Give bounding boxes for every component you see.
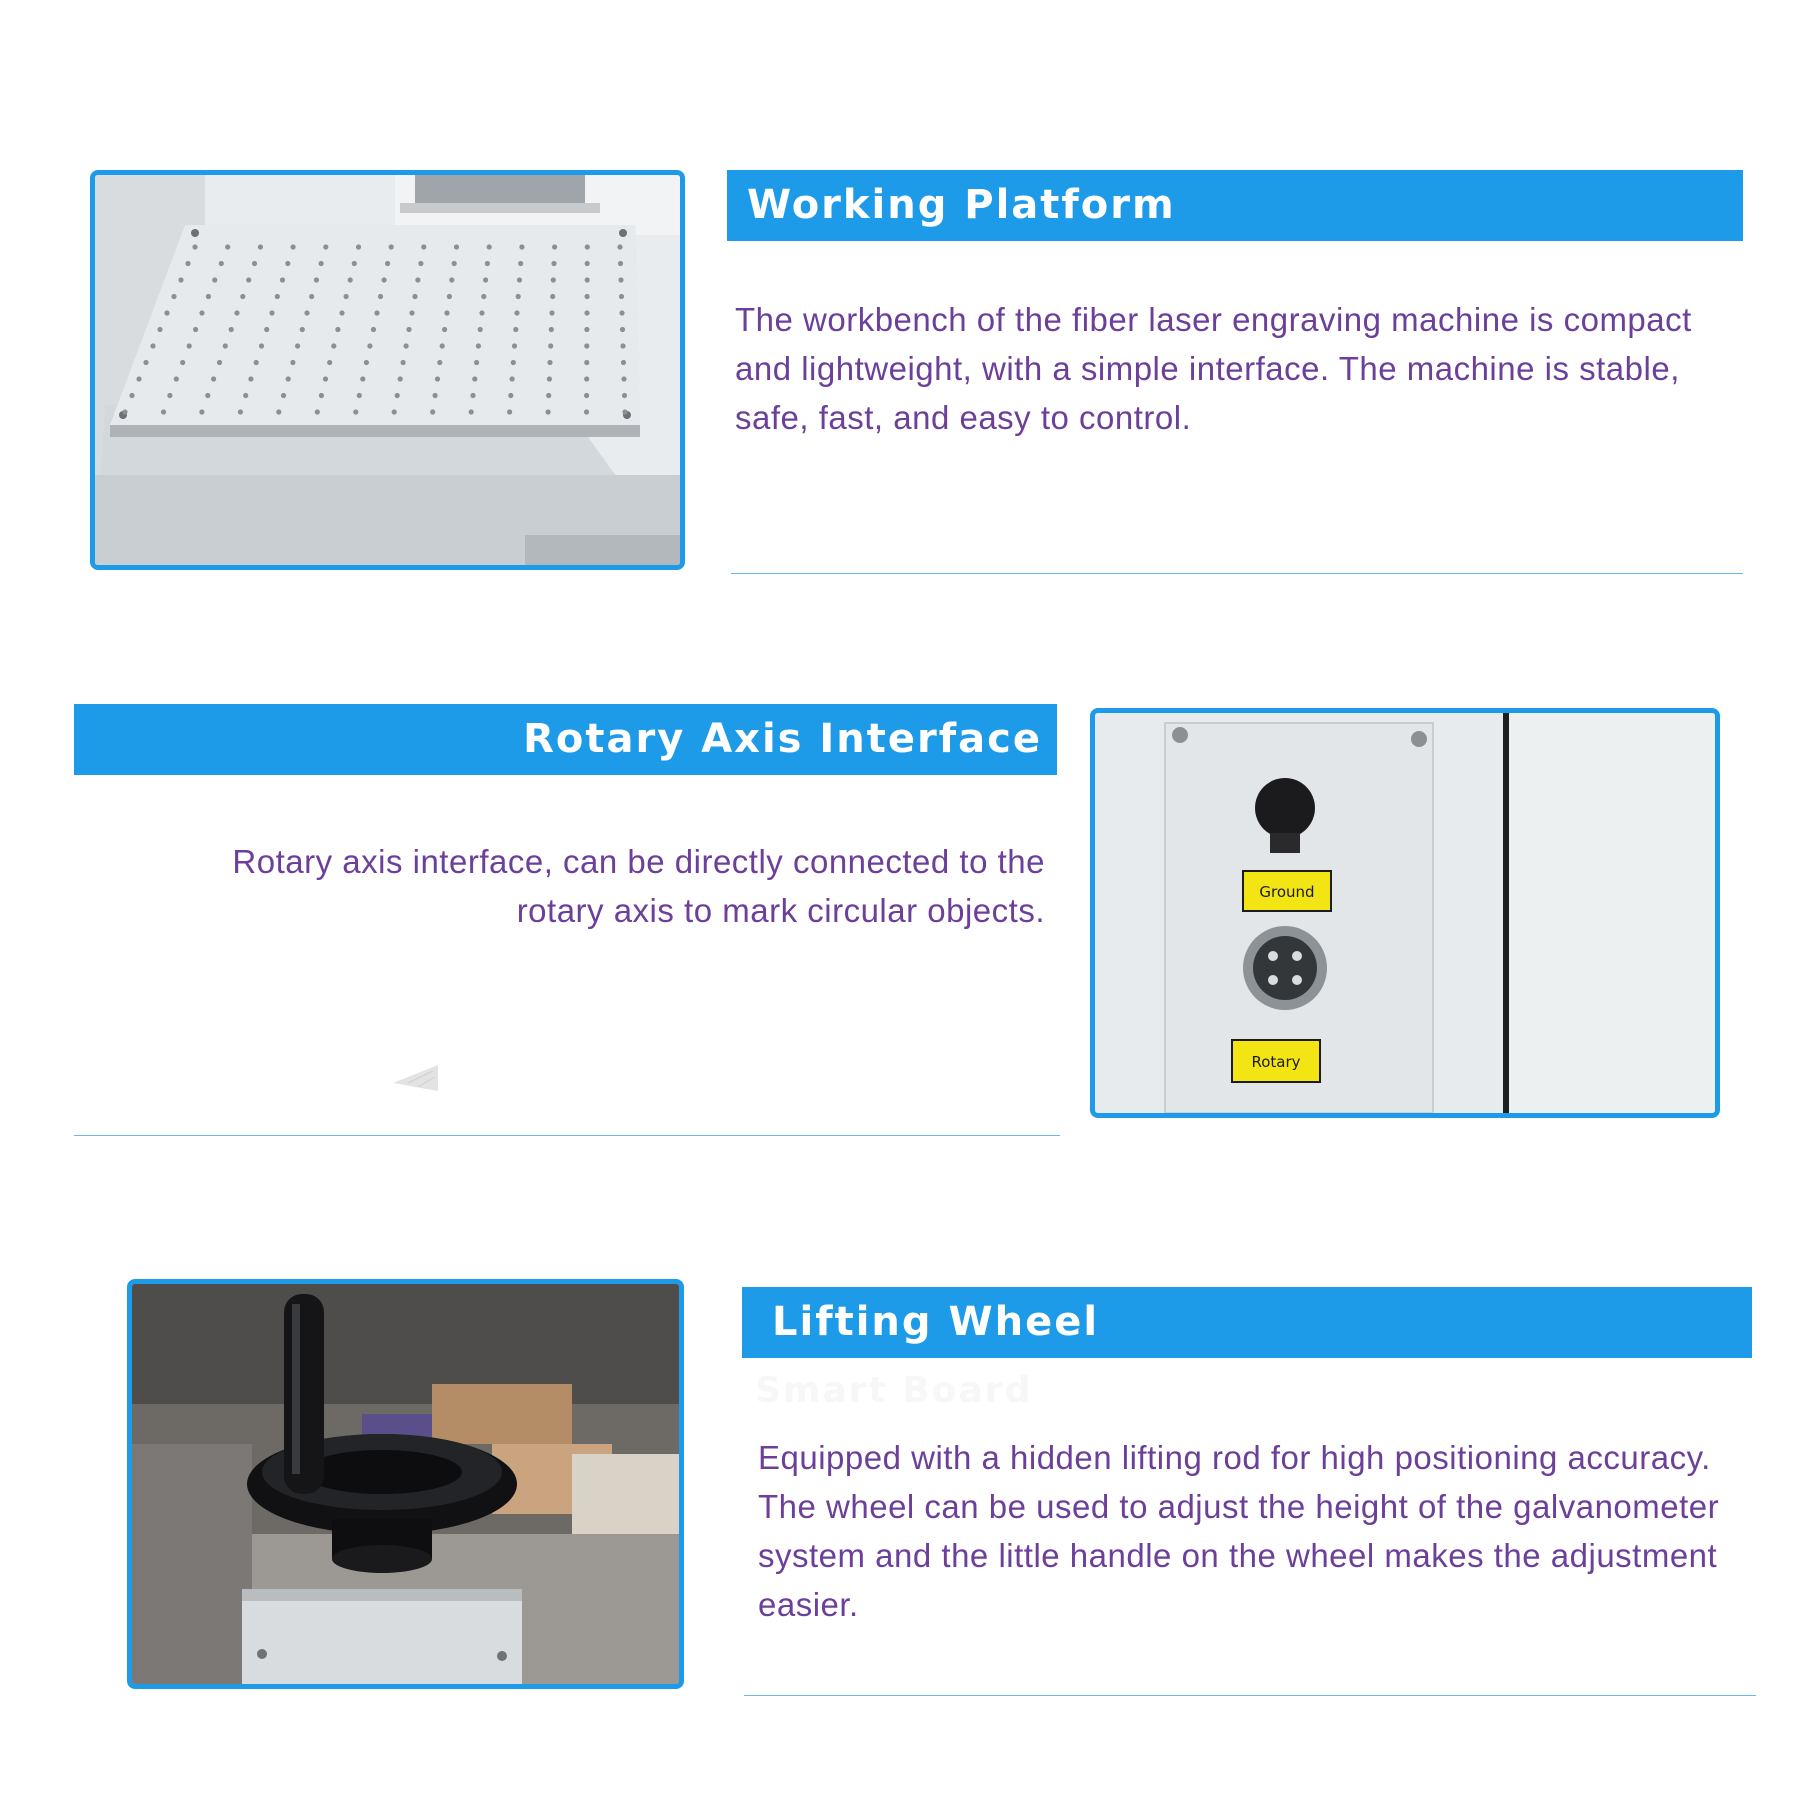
perforation-hole <box>129 393 134 398</box>
perforation-hole <box>618 261 623 266</box>
perforation-hole <box>618 277 623 282</box>
perforation-hole <box>150 343 155 348</box>
perforation-hole <box>199 310 204 315</box>
perforation-hole <box>339 310 344 315</box>
perforation-hole <box>314 277 319 282</box>
perforation-hole <box>508 393 513 398</box>
perforation-hole <box>164 310 169 315</box>
working-platform-photo <box>90 170 685 570</box>
perforation-hole <box>304 310 309 315</box>
perforation-hole <box>331 343 336 348</box>
perforation-hole <box>395 393 400 398</box>
perforation-hole <box>440 343 445 348</box>
perforation-hole <box>444 310 449 315</box>
perforation-hole <box>452 261 457 266</box>
perforation-hole <box>415 277 420 282</box>
perforation-hole <box>193 327 198 332</box>
perforation-hole <box>409 310 414 315</box>
lifting-wheel-description: Equipped with a hidden lifting rod for high positioning accuracy. The wheel can be used to adjust the height of the galvanometer system and the little handle on the wheel makes the adjustment easier. <box>758 1439 1720 1623</box>
small-arrow-icon <box>393 1063 443 1093</box>
perforation-hole <box>547 376 552 381</box>
perforation-hole <box>161 409 166 414</box>
perforation-hole <box>584 360 589 365</box>
perforation-hole <box>178 277 183 282</box>
working-platform-divider <box>731 573 1743 574</box>
perforation-hole <box>180 360 185 365</box>
perforation-hole <box>512 343 517 348</box>
perforation-hole <box>551 277 556 282</box>
perforation-hole <box>174 376 179 381</box>
perforation-hole <box>223 343 228 348</box>
perforation-hole <box>454 244 459 249</box>
perforation-hole <box>367 343 372 348</box>
perforation-hole <box>319 393 324 398</box>
perforation-hole <box>378 294 383 299</box>
perforation-hole <box>167 393 172 398</box>
perforation-hole <box>238 409 243 414</box>
hand-wheel-image <box>132 1284 679 1684</box>
perforation-hole <box>510 376 515 381</box>
perforation-hole <box>406 327 411 332</box>
perforation-hole <box>621 360 626 365</box>
perforation-hole <box>353 409 358 414</box>
perforation-hole <box>315 409 320 414</box>
perforation-hole <box>585 294 590 299</box>
perforation-hole <box>264 327 269 332</box>
perforation-hole <box>254 360 259 365</box>
perforation-hole <box>404 343 409 348</box>
perforation-hole <box>364 360 369 365</box>
perforation-hole <box>511 360 516 365</box>
perforation-hole <box>549 310 554 315</box>
perforation-hole <box>435 376 440 381</box>
perforation-hole <box>206 294 211 299</box>
perforation-hole <box>259 343 264 348</box>
perforation-hole <box>280 277 285 282</box>
perforation-hole <box>620 327 625 332</box>
perforation-hole <box>483 277 488 282</box>
perforation-hole <box>584 310 589 315</box>
perforation-hole <box>225 244 230 249</box>
perforation-hole <box>550 294 555 299</box>
rotary-axis-divider <box>74 1135 1060 1136</box>
working-platform-description: The workbench of the fiber laser engraving machine is compact and lightweight, with a simple interface. The machine is stable, safe, fast, and easy to control. <box>735 301 1692 436</box>
perforation-hole <box>584 409 589 414</box>
perforation-hole <box>617 244 622 249</box>
perforation-hole <box>276 409 281 414</box>
perforation-hole <box>412 294 417 299</box>
perforation-hole <box>619 310 624 315</box>
perforation-hole <box>248 376 253 381</box>
perforation-hole <box>485 261 490 266</box>
perforation-hole <box>584 393 589 398</box>
perforation-hole <box>335 327 340 332</box>
perforation-hole <box>286 376 291 381</box>
perforation-hole <box>219 261 224 266</box>
perforated-workbench-image <box>95 175 680 565</box>
perforation-hole <box>546 409 551 414</box>
perforation-hole <box>323 376 328 381</box>
perforation-hole <box>371 327 376 332</box>
perforation-hole <box>243 393 248 398</box>
ghost-smart-board-text: Smart Board <box>755 1370 1033 1411</box>
perforation-hole <box>474 360 479 365</box>
lifting-wheel-photo <box>127 1279 684 1689</box>
perforation-hole <box>212 277 217 282</box>
perforation-hole <box>187 343 192 348</box>
perforation-hole <box>622 393 627 398</box>
rotary-axis-description: Rotary axis interface, can be directly connected to the rotary axis to mark circular objects. <box>232 843 1045 929</box>
perforation-hole <box>143 360 148 365</box>
perforation-hole <box>382 277 387 282</box>
perforation-hole <box>392 409 397 414</box>
perforation-hole <box>585 261 590 266</box>
perforation-hole <box>518 261 523 266</box>
perforation-hole <box>584 327 589 332</box>
perforation-hole <box>185 261 190 266</box>
perforation-hole <box>171 294 176 299</box>
perforation-hole <box>507 409 512 414</box>
perforation-hole <box>585 244 590 249</box>
perforation-hole <box>430 409 435 414</box>
rotary-axis-photo <box>1090 708 1720 1118</box>
perforation-hole <box>476 343 481 348</box>
perforation-hole <box>290 360 295 365</box>
perforation-hole <box>240 294 245 299</box>
perforation-hole <box>360 376 365 381</box>
perforation-hole <box>552 244 557 249</box>
perforation-hole <box>157 327 162 332</box>
lifting-wheel-title: Lifting Wheel <box>742 1287 1752 1358</box>
perforation-hole <box>449 277 454 282</box>
perforation-hole <box>478 327 483 332</box>
perforation-hole <box>192 244 197 249</box>
rotary-port-panel-image <box>1095 713 1715 1113</box>
lifting-wheel-divider <box>744 1695 1756 1696</box>
perforation-hole <box>619 294 624 299</box>
perforation-hole <box>281 393 286 398</box>
perforation-hole <box>481 294 486 299</box>
perforation-hole <box>517 277 522 282</box>
ground-label: Ground <box>1259 883 1315 901</box>
perforation-hole <box>584 343 589 348</box>
perforation-hole <box>323 244 328 249</box>
perforation-hole <box>470 393 475 398</box>
perforation-hole <box>472 376 477 381</box>
perforation-hole <box>122 409 127 414</box>
perforation-hole <box>327 360 332 365</box>
perforation-hole <box>229 327 234 332</box>
perforation-hole <box>217 360 222 365</box>
perforation-hole <box>389 244 394 249</box>
perforation-hole <box>547 360 552 365</box>
perforation-hole <box>513 327 518 332</box>
perforation-hole <box>246 277 251 282</box>
perforation-hole <box>291 244 296 249</box>
perforation-hole <box>551 261 556 266</box>
perforation-hole <box>487 244 492 249</box>
perforation-hole <box>285 261 290 266</box>
perforation-hole <box>211 376 216 381</box>
perforation-hole <box>519 244 524 249</box>
perforation-hole <box>344 294 349 299</box>
perforation-hole <box>252 261 257 266</box>
perforation-hole <box>447 294 452 299</box>
perforation-hole <box>621 376 626 381</box>
perforation-hole <box>398 376 403 381</box>
perforation-hole <box>356 244 361 249</box>
perforation-hole <box>421 244 426 249</box>
perforation-hole <box>275 294 280 299</box>
perforation-hole <box>546 393 551 398</box>
perforation-hole <box>357 393 362 398</box>
perforation-hole <box>205 393 210 398</box>
perforation-hole <box>418 261 423 266</box>
perforation-hole <box>548 343 553 348</box>
perforation-hole <box>620 343 625 348</box>
perforation-hole <box>401 360 406 365</box>
perforation-hole <box>585 277 590 282</box>
perforation-hole <box>136 376 141 381</box>
perforation-hole <box>309 294 314 299</box>
perforation-hole <box>584 376 589 381</box>
perforation-hole <box>199 409 204 414</box>
perforation-hole <box>469 409 474 414</box>
rotary-label: Rotary <box>1251 1053 1301 1071</box>
perforation-hole <box>258 244 263 249</box>
perforation-hole <box>622 409 627 414</box>
perforation-hole <box>479 310 484 315</box>
perforation-hole <box>374 310 379 315</box>
rotary-axis-title: Rotary Axis Interface <box>74 704 1057 775</box>
perforation-hole <box>516 294 521 299</box>
perforation-hole <box>234 310 239 315</box>
working-platform-title: Working Platform <box>727 170 1743 241</box>
perforation-hole <box>442 327 447 332</box>
perforation-hole <box>433 393 438 398</box>
perforation-hole <box>549 327 554 332</box>
perforation-hole <box>352 261 357 266</box>
perforation-hole <box>295 343 300 348</box>
perforation-hole <box>437 360 442 365</box>
perforation-hole <box>348 277 353 282</box>
perforation-hole <box>269 310 274 315</box>
perforation-hole <box>300 327 305 332</box>
perforation-hole <box>319 261 324 266</box>
perforation-hole <box>514 310 519 315</box>
perforation-hole <box>385 261 390 266</box>
